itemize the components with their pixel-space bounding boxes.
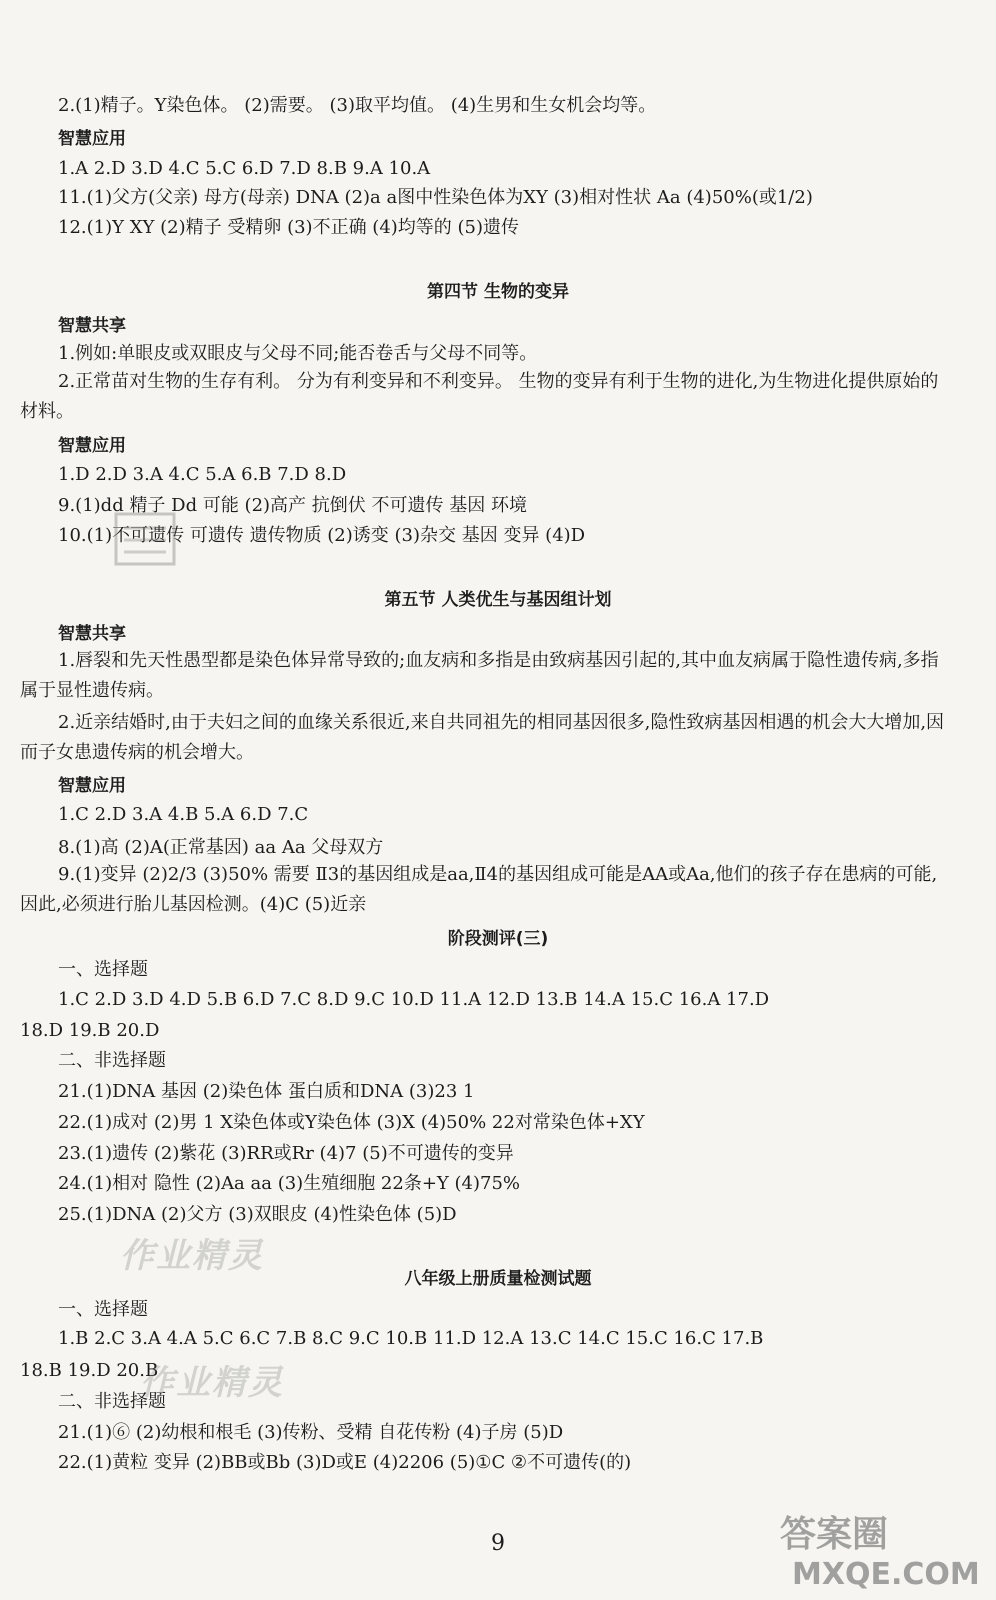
part-label: 二、非选择题 [58, 1391, 166, 1412]
answer-line: 1.C 2.D 3.D 4.D 5.B 6.D 7.C 8.D 9.C 10.D 11.A 12.D 13.B 14.A 15.C 16.A 17.D [58, 989, 770, 1010]
answer-line: 1.B 2.C 3.A 4.A 5.C 6.C 7.B 8.C 9.C 10.B 11.D 12.A 13.C 14.C 15.C 16.C 17.B [58, 1328, 764, 1349]
part-label: 二、非选择题 [58, 1050, 166, 1071]
part-label: 一、选择题 [58, 1299, 148, 1320]
answer-line: 22.(1)黄粒 变异 (2)BB或Bb (3)D或E (4)2206 (5)①C ②不可遗传(的) [58, 1452, 632, 1473]
site-logo [772, 1506, 982, 1592]
logo-top-text: 答案圈 [780, 1514, 889, 1555]
answer-line: 9.(1)dd 精子 Dd 可能 (2)高产 抗倒伏 不可遗传 基因 环境 [58, 495, 527, 516]
answer-line: 23.(1)遗传 (2)紫花 (3)RR或Rr (4)7 (5)不可遗传的变异 [58, 1143, 514, 1164]
answer-line: 1.D 2.D 3.A 4.C 5.A 6.B 7.D 8.D [58, 464, 347, 485]
logo-icon [772, 1506, 982, 1592]
answer-line: 24.(1)相对 隐性 (2)Aa aa (3)生殖细胞 22条+Y (4)75% [58, 1173, 521, 1194]
stamp-icon [108, 500, 180, 572]
section-label: 智慧应用 [58, 129, 126, 149]
answer-line: 25.(1)DNA (2)父方 (3)双眼皮 (4)性染色体 (5)D [58, 1204, 457, 1225]
section-label: 智慧应用 [58, 776, 126, 796]
answer-line: 11.(1)父方(父亲) 母方(母亲) DNA (2)a a图中性染色体为XY (3)相对性状 Aa (4)50%(或1/2) [58, 187, 813, 208]
answer-paragraph: 1.唇裂和先天性愚型都是染色体异常导致的;血友病和多指是由致病基因引起的,其中血友病属于隐性遗传病,多指属于显性遗传病。 [20, 650, 939, 701]
section-heading: 第五节 人类优生与基因组计划 [384, 590, 612, 610]
logo-bottom-text: MXQE.COM [792, 1557, 980, 1592]
answer-paragraph: 2.近亲结婚时,由于夫妇之间的血缘关系很近,来自共同祖先的相同基因很多,隐性致病基因相遇的机会大大增加,因而子女患遗传病的机会增大。 [20, 712, 945, 763]
section-label: 智慧共享 [58, 316, 126, 336]
answer-line: 18.B 19.D 20.B [20, 1360, 159, 1381]
answer-line: 21.(1)⑥ (2)幼根和根毛 (3)传粉、受精 自花传粉 (4)子房 (5)D [58, 1422, 564, 1443]
part-label: 一、选择题 [58, 959, 148, 980]
section-heading: 八年级上册质量检测试题 [404, 1269, 592, 1289]
answer-line: 10.(1)不可遗传 可遗传 遗传物质 (2)诱变 (3)杂交 基因 变异 (4)D [58, 525, 586, 546]
section-label: 智慧应用 [58, 436, 126, 456]
watermark: 作业精灵 [120, 1236, 264, 1276]
answer-line: 22.(1)成对 (2)男 1 X染色体或Y染色体 (3)X (4)50% 22对常染色体+XY [58, 1112, 645, 1133]
page-number: 9 [491, 1531, 505, 1556]
answer-paragraph: 2.正常苗对生物的生存有利。 分为有利变异和不利变异。 生物的变异有利于生物的进化,为生物进化提供原始的材料。 [20, 371, 939, 422]
answer-line: 2.(1)精子。Y染色体。 (2)需要。 (3)取平均值。 (4)生男和生女机会均等。 [58, 95, 657, 116]
section-heading: 第四节 生物的变异 [427, 282, 569, 302]
answer-line: 1.A 2.D 3.D 4.C 5.C 6.D 7.D 8.B 9.A 10.A [58, 158, 431, 179]
answer-line: 21.(1)DNA 基因 (2)染色体 蛋白质和DNA (3)23 1 [58, 1081, 475, 1102]
answer-line: 8.(1)高 (2)A(正常基因) aa Aa 父母双方 [58, 837, 384, 858]
watermark: 作业精灵 [140, 1363, 284, 1403]
section-label: 智慧共享 [58, 624, 126, 644]
section-heading: 阶段测评(三) [447, 929, 549, 949]
answer-paragraph: 9.(1)变异 (2)2/3 (3)50% 需要 Ⅱ3的基因组成是aa,Ⅱ4的基因组成可能是AA或Aa,他们的孩子存在患病的可能,因此,必须进行胎儿基因检测。(4)C (5)近亲 [20, 864, 938, 915]
answer-line: 12.(1)Y XY (2)精子 受精卵 (3)不正确 (4)均等的 (5)遗传 [58, 217, 520, 238]
answer-line: 18.D 19.B 20.D [20, 1020, 160, 1041]
answer-line: 1.例如:单眼皮或双眼皮与父母不同;能否卷舌与父母不同等。 [58, 343, 538, 364]
answer-line: 1.C 2.D 3.A 4.B 5.A 6.D 7.C [58, 804, 309, 825]
